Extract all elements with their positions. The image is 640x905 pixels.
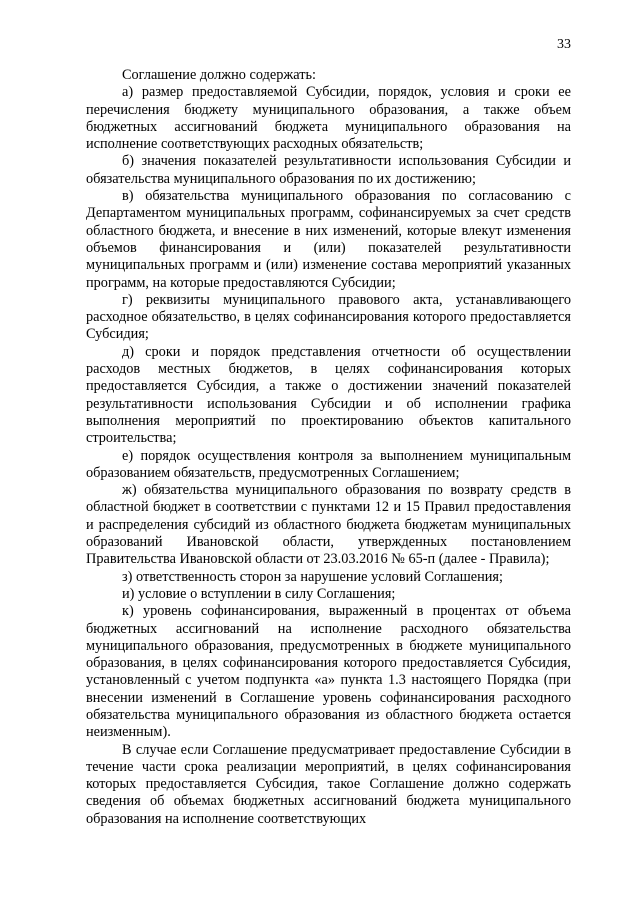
paragraph-a: а) размер предоставляемой Субсидии, порядок, условия и сроки ее перечисления бюджету муниципального образования, а также объем бюджетных ассигнований бюджета муниципального образования на исполнение соответствующих расходных обязательств; — [86, 84, 571, 153]
paragraph-b: б) значения показателей результативности использования Субсидии и обязательства муниципального образования по их достижению; — [86, 153, 571, 187]
paragraph-k: к) уровень софинансирования, выраженный в процентах от объема бюджетных ассигнований на исполнение расходного обязательства муниципального образования, предусмотренных в бюджете муниципального образования, в целях софинансирования которого предоставляется Субсидия, установленный с учетом подпункта «а» пункта 1.3 настоящего Порядка (при внесении изменений в Соглашение уровень софинансирования расходного обязательства муниципального образования из областного бюджета остается неизменным). — [86, 603, 571, 741]
paragraph-intro: Соглашение должно содержать: — [122, 67, 316, 83]
paragraph-z: з) ответственность сторон за нарушение условий Соглашения; — [122, 568, 503, 585]
paragraph-zh: ж) обязательства муниципального образования по возврату средств в областной бюджет в соответствии с пунктами 12 и 15 Правил предоставления и распределения субсидий из областного бюджета бюджетам муниципальных образований Ивановской области, утвержденных постановлением Правительства Ивановской области от 23.03.2016 № 65-п (далее - Правила); — [86, 482, 571, 568]
paragraph-case: В случае если Соглашение предусматривает предоставление Субсидии в течение части срока реализации мероприятий, в целях софинансирования которых предоставляется Субсидия, такое Соглашение должно содержать сведения об объемах бюджетных ассигнований бюджета муниципального образования на исполнение соответствующих — [86, 741, 571, 827]
document-body — [86, 67, 571, 828]
paragraph-g: г) реквизиты муниципального правового акта, устанавливающего расходное обязательство, в целях софинансирования которого предоставляется Субсидия; — [86, 291, 571, 343]
paragraph-v: в) обязательства муниципального образования по согласованию с Департаментом муниципальных программ, софинансируемых за счет средств областного бюджета, и внесение в них изменений, которые влекут изменения объемов финансирования и (или) показателей результативности муниципальных программ и (или) изменение состава мероприятий указанных программ, на которые предоставляются Субсидии; — [86, 188, 571, 291]
paragraph-d: д) сроки и порядок представления отчетности об осуществлении расходов местных бюджетов, в целях софинансирования которых предоставляется Субсидия, а также о достижении значений показателей результативности использования Субсидии и об исполнении графика выполнения мероприятий по проектированию объектов капитального строительства; — [86, 343, 571, 447]
page-number: 33 — [557, 37, 571, 52]
paragraph-i: и) условие о вступлении в силу Соглашения; — [122, 585, 396, 602]
paragraph-e: е) порядок осуществления контроля за выполнением муниципальным образованием обязательств, предусмотренных Соглашением; — [86, 447, 571, 481]
